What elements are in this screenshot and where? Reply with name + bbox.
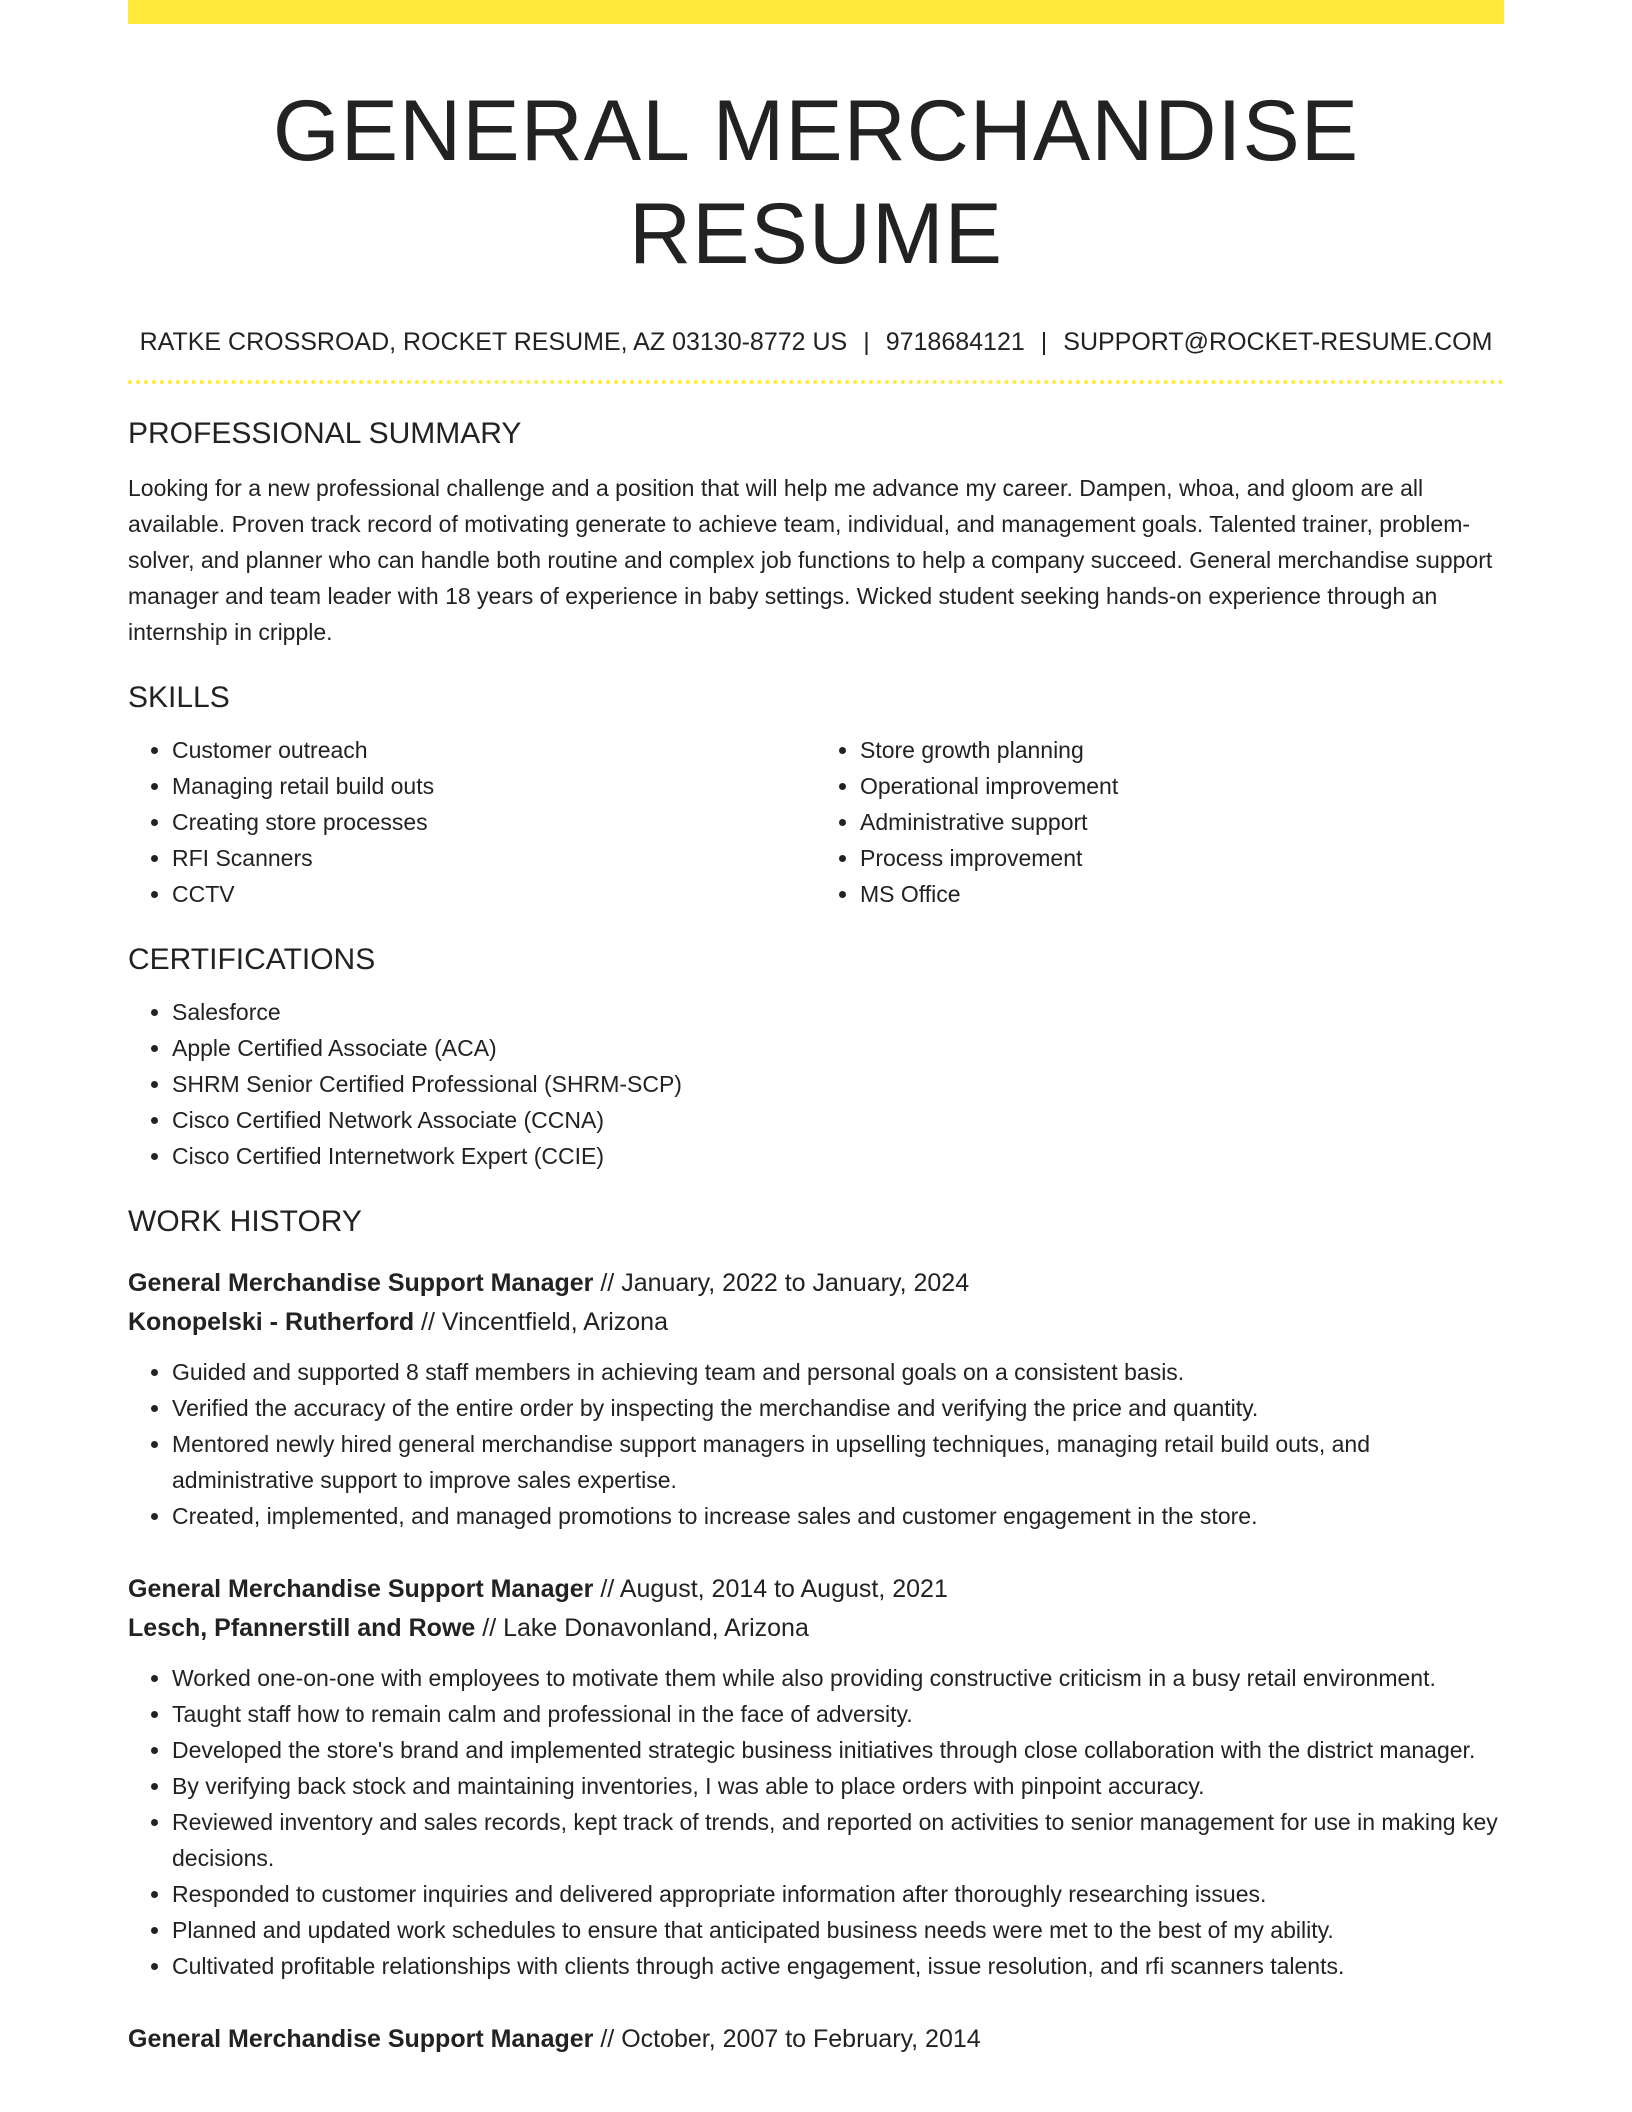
contact-separator: | [863,328,870,357]
certification-item: • Cisco Certified Network Associate (CCNA) [172,1102,1504,1138]
skills-list [128,732,1504,912]
job-bullet: • By verifying back stock and maintaining inventories, I was able to place orders with pinpoint accuracy. [172,1768,1504,1804]
job-bullet: • Developed the store's brand and implemented strategic business initiatives through close collaboration with the district manager. [172,1732,1504,1768]
dotted-divider [128,380,1504,384]
certification-item: • Apple Certified Associate (ACA) [172,1030,1504,1066]
certifications-heading: CERTIFICATIONS [128,943,376,977]
job-bullet: • Reviewed inventory and sales records, kept track of trends, and reported on activities to senior management for use in making key decisions. [172,1804,1504,1876]
job-bullet: • Cultivated profitable relationships with clients through active engagement, issue resolution, and rfi scanners talents. [172,1948,1504,1984]
skills-heading: SKILLS [128,681,230,715]
job-entry [128,1264,1504,1534]
job-company-line [128,1609,1504,1648]
certification-item: • Salesforce [172,994,1504,1030]
job-bullet: • Responded to customer inquiries and delivered appropriate information after thoroughly researching issues. [172,1876,1504,1912]
contact-line [128,326,1504,358]
job-bullet: • Guided and supported 8 staff members in achieving team and personal goals on a consistent basis. [172,1354,1504,1390]
job-bullet: • Worked one-on-one with employees to motivate them while also providing constructive criticism in a busy retail environment. [172,1660,1504,1696]
job-bullet: • Verified the accuracy of the entire order by inspecting the merchandise and verifying the price and quantity. [172,1390,1504,1426]
job-bullet: • Created, implemented, and managed promotions to increase sales and customer engagement in the store. [172,1498,1504,1534]
resume-page [128,0,1504,2059]
contact-separator: | [1040,328,1048,357]
skill-item: • Operational improvement [860,768,1504,804]
job-entry [128,1570,1504,1984]
job-company-line [128,1303,1504,1342]
summary-text: Looking for a new professional challenge and a position that will help me advance my career. Dampen, whoa, and gloom are all available. Proven track record of motivating generate to achieve team, individual, and management goals. Talented trainer, problem-solver, and planner who can handle both routine and complex job functions to help a company succeed. General merchandise support manager and team leader with 18 years of experience in baby settings. Wicked student seeking hands-on experience through an internship in cripple. [128,475,1493,646]
job-entry [128,2020,1504,2059]
job-bullets [128,1354,1504,1534]
skill-item: • Administrative support [860,804,1504,840]
contact-address: RATKE CROSSROAD, ROCKET RESUME, AZ 03130-8772 US [139,328,848,357]
job-dates: // January, 2022 to January, 2024 [593,1269,970,1298]
skill-item: • MS Office [860,876,1504,912]
skills-column-left [128,732,816,912]
job-dates: // October, 2007 to February, 2014 [593,2025,981,2054]
job-title-line [128,2020,1504,2059]
certifications-list [128,994,1504,1174]
job-bullet: • Planned and updated work schedules to ensure that anticipated business needs were met to the best of my ability. [172,1912,1504,1948]
skill-item: • Store growth planning [860,732,1504,768]
resume-title: GENERAL MERCHANDISE RESUME [272,83,1360,283]
skill-item: • Managing retail build outs [172,768,816,804]
job-company: Konopelski - Rutherford [128,1308,415,1337]
job-title: General Merchandise Support Manager [128,1269,594,1298]
job-dates: // August, 2014 to August, 2021 [593,1575,948,1604]
contact-email: SUPPORT@ROCKET-RESUME.COM [1063,328,1493,357]
job-title-line [128,1570,1504,1609]
top-accent-bar [128,0,1504,24]
job-company: Lesch, Pfannerstill and Rowe [128,1614,476,1643]
certification-item: • SHRM Senior Certified Professional (SHRM-SCP) [172,1066,1504,1102]
skill-item: • Creating store processes [172,804,816,840]
summary-heading: PROFESSIONAL SUMMARY [128,417,522,451]
skill-item: • Process improvement [860,840,1504,876]
contact-phone: 9718684121 [885,328,1025,357]
skill-item: • Customer outreach [172,732,816,768]
job-title-line [128,1264,1504,1303]
job-title: General Merchandise Support Manager [128,1575,594,1604]
job-title: General Merchandise Support Manager [128,2025,594,2054]
skills-column-right [816,732,1504,912]
skill-item: • CCTV [172,876,816,912]
job-bullets [128,1660,1504,1984]
work-history-heading: WORK HISTORY [128,1205,362,1239]
job-location: // Lake Donavonland, Arizona [475,1614,809,1643]
skill-item: • RFI Scanners [172,840,816,876]
certification-item: • Cisco Certified Internetwork Expert (CCIE) [172,1138,1504,1174]
job-bullet: • Taught staff how to remain calm and professional in the face of adversity. [172,1696,1504,1732]
job-location: // Vincentfield, Arizona [414,1308,668,1337]
job-bullet: • Mentored newly hired general merchandise support managers in upselling techniques, managing retail build outs, and administrative support to improve sales expertise. [172,1426,1504,1498]
